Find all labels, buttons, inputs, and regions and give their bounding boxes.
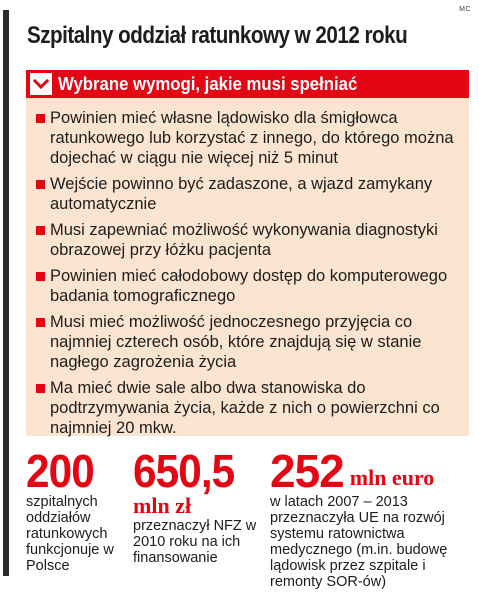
stat-unit: mln zł bbox=[133, 493, 192, 518]
stat-desc: w latach 2007 – 2013 przeznaczyła UE na rozwój systemu ratownictwa medycznego (m.in. budowę lądowisk przez szpitale i remonty SOR-ów) bbox=[270, 494, 448, 590]
page-title: Szpitalny oddział ratunkowy w 2012 roku bbox=[27, 22, 408, 49]
stat-unit: mln euro bbox=[349, 465, 435, 490]
list-item bbox=[26, 266, 469, 306]
square-bullet-icon bbox=[36, 226, 45, 235]
square-bullet-icon bbox=[36, 272, 45, 281]
stat-value: 200 bbox=[26, 445, 94, 497]
list-item bbox=[26, 108, 469, 168]
chevron-down-icon bbox=[30, 73, 52, 95]
panel-header-label: Wybrane wymogi, jakie musi spełniać bbox=[58, 73, 358, 94]
panel-header bbox=[26, 70, 469, 98]
stat-desc: przeznaczył NFZ w 2010 roku na ich finansowanie bbox=[133, 518, 257, 566]
list-item bbox=[26, 378, 469, 438]
list-item-text: Powinien mieć własne lądowisko dla śmigłowca ratunkowego lub korzystać z innego, do którego można dojechać w ciągu nie więcej niż 5 minut bbox=[50, 109, 454, 167]
square-bullet-icon bbox=[36, 318, 45, 327]
requirements-panel bbox=[26, 70, 469, 436]
stat-nfz-funding bbox=[133, 445, 263, 566]
stat-value: 252 bbox=[270, 445, 344, 497]
list-item bbox=[26, 174, 469, 214]
square-bullet-icon bbox=[36, 384, 45, 393]
requirements-list bbox=[26, 108, 469, 444]
credit: MC bbox=[459, 6, 471, 13]
list-item bbox=[26, 312, 469, 372]
stat-value: 650,5 bbox=[133, 445, 235, 497]
list-item bbox=[26, 220, 469, 260]
list-item-text: Ma mieć dwie sale albo dwa stanowiska do podtrzymywania życia, każde z nich o powierzchni co najmniej 20 mkw. bbox=[50, 379, 440, 437]
stat-eu-funding bbox=[270, 445, 475, 590]
stat-hospitals bbox=[26, 445, 126, 574]
stats-row bbox=[0, 445, 479, 590]
square-bullet-icon bbox=[36, 114, 45, 123]
stat-value-row bbox=[270, 445, 475, 497]
list-item-text: Musi mieć możliwość jednoczesnego przyjęcia co najmniej czterech osób, które znajdują się w stanie nagłego zagrożenia życia bbox=[50, 313, 422, 371]
list-item-text: Powinien mieć całodobowy dostęp do komputerowego badania tomograficznego bbox=[50, 267, 448, 305]
square-bullet-icon bbox=[36, 180, 45, 189]
list-item-text: Wejście powinno być zadaszone, a wjazd zamykany automatycznie bbox=[50, 175, 433, 213]
list-item-text: Musi zapewniać możliwość wykonywania diagnostyki obrazowej przy łóżku pacjenta bbox=[50, 221, 438, 259]
stat-desc: szpitalnych oddziałów ratunkowych funkcjonuje w Polsce bbox=[26, 494, 114, 574]
